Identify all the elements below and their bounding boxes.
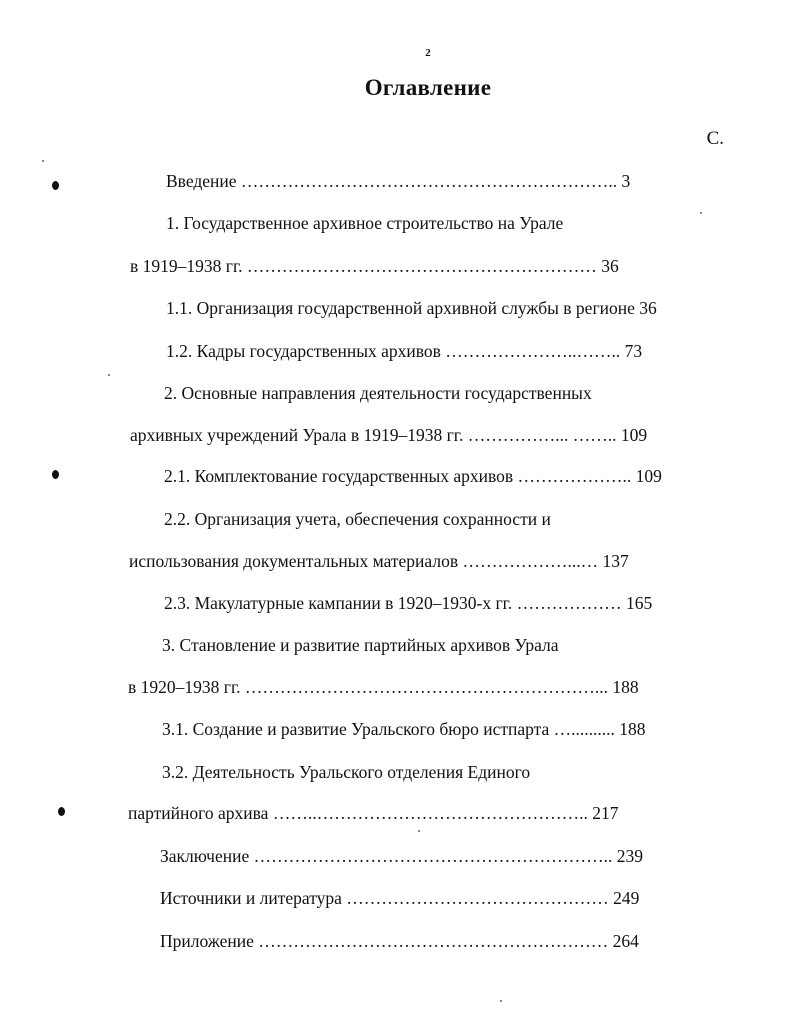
toc-line-ch1-cont: в 1919–1938 гг. …………………………………………………… 36 (130, 256, 619, 276)
toc-line-3-1: 3.1. Создание и развитие Уральского бюро истпарта ….......... 188 (162, 719, 646, 739)
toc-line-3-2: 3.2. Деятельность Уральского отделения Единого (162, 762, 531, 782)
scan-speck (418, 830, 420, 832)
toc-line-ch1-title: 1. Государственное архивное строительство на Урале (166, 213, 564, 233)
page-column-label: С. (706, 128, 724, 149)
toc-line-2-2-cont: использования документальных материалов ………………...… 137 (129, 551, 629, 571)
toc-line-1-2: 1.2. Кадры государственных архивов …………………..…….. 73 (166, 341, 643, 361)
toc-line-2-3: 2.3. Макулатурные кампании в 1920–1930-х гг. ……………… 165 (164, 593, 653, 613)
toc-line-ch3-cont: в 1920–1938 гг. ……………………………………………………... 188 (128, 677, 639, 697)
toc-line-intro: Введение ……………………………………………………….. 3 (166, 171, 631, 191)
toc-line-ch2-title: 2. Основные направления деятельности государственных (164, 383, 592, 403)
toc-line-ch3-title: 3. Становление и развитие партийных архивов Урала (162, 635, 559, 655)
toc-line-2-1: 2.1. Комплектование государственных архивов ……………….. 109 (164, 466, 662, 486)
scan-speck (700, 212, 702, 214)
toc-line-conclusion: Заключение …………………………………………………….. 239 (160, 846, 643, 866)
scan-speck (108, 374, 110, 376)
toc-line-3-2-cont: партийного архива ……..……………………………………….. 217 (128, 803, 619, 823)
scan-speck (42, 160, 44, 162)
margin-bullet-mark (52, 470, 59, 479)
margin-bullet-mark (58, 807, 65, 816)
toc-line-appendix: Приложение …………………………………………………… 264 (160, 931, 639, 951)
scan-speck (500, 1000, 502, 1002)
page-title: Оглавление (364, 75, 492, 100)
margin-bullet-mark (52, 181, 59, 190)
toc-line-ch2-cont: архивных учреждений Урала в 1919–1938 гг. ……………... …….. 109 (130, 425, 648, 445)
page-number: 2 (425, 47, 431, 59)
toc-line-2-2: 2.2. Организация учета, обеспечения сохранности и (164, 509, 551, 529)
toc-line-sources: Источники и литература ……………………………………… 249 (160, 888, 640, 908)
toc-line-1-1: 1.1. Организация государственной архивной службы в регионе 36 (166, 298, 657, 318)
